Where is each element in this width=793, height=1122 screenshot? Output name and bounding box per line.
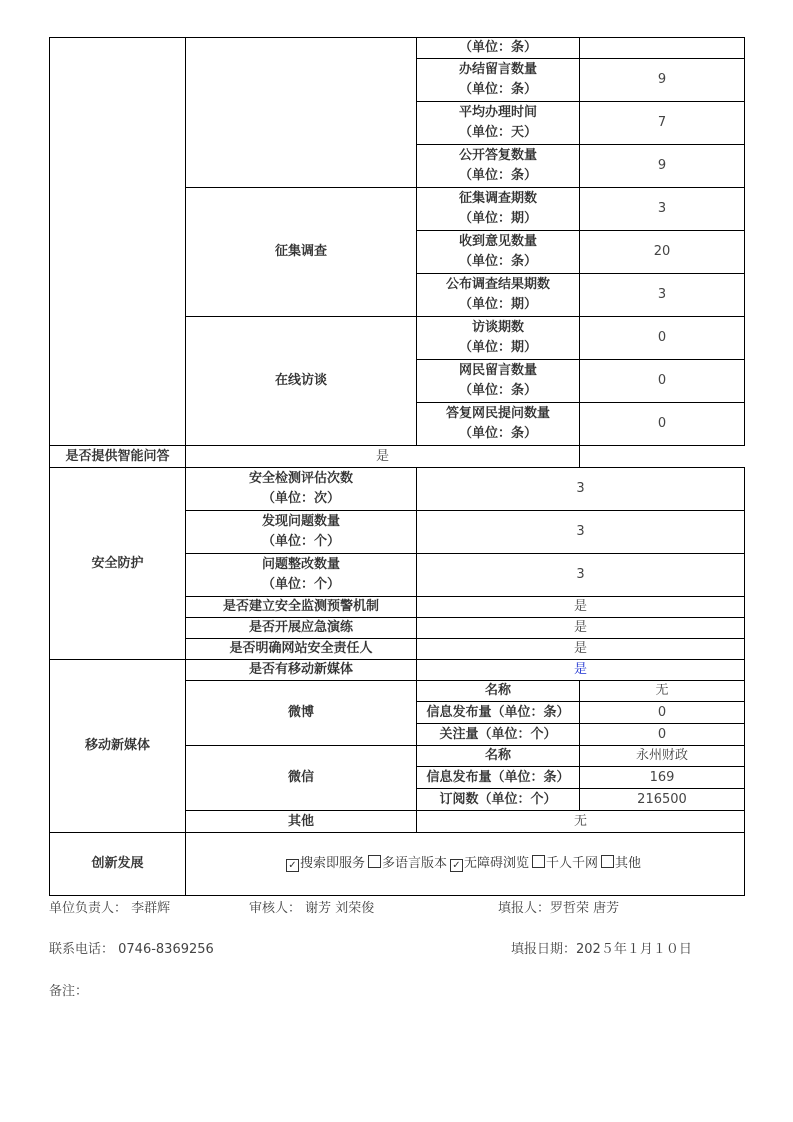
innovation-label: 创新发展 <box>50 833 186 896</box>
wechat-key: 名称 <box>417 746 580 767</box>
innovation-option[interactable] <box>601 856 641 871</box>
weibo-key: 信息发布量（单位：条） <box>417 702 580 724</box>
checkbox-unchecked-icon[interactable] <box>532 855 545 868</box>
item-label: 网民留言数量 （单位：条） <box>417 360 580 403</box>
item-label: 是否建立安全监测预警机制 <box>186 597 417 618</box>
innovation-option-label: 其他 <box>615 856 642 871</box>
innovation-option[interactable] <box>286 856 365 871</box>
smart-qa-label: 是否提供智能问答 <box>50 446 186 468</box>
innovation-option[interactable] <box>368 856 447 871</box>
item-value: 是 <box>417 618 745 639</box>
item-value: 9 <box>580 59 745 102</box>
footer-date: 填报日期：202５年１月１０日 <box>511 942 692 957</box>
mobile-has-value: 是 <box>417 660 745 681</box>
item-label: 公布调查结果期数 （单位：期） <box>417 274 580 317</box>
item-value: 是 <box>417 639 745 660</box>
item-value: 3 <box>417 554 745 597</box>
wechat-value: 永州财政 <box>580 746 745 767</box>
item-value: 3 <box>417 511 745 554</box>
weibo-value: 无 <box>580 681 745 702</box>
innovation-option-label: 多语言版本 <box>381 856 447 871</box>
mobile-other-value: 无 <box>417 811 745 833</box>
item-value: 3 <box>580 274 745 317</box>
weibo-label: 微博 <box>186 681 417 746</box>
interview-label: 在线访谈 <box>186 317 417 446</box>
item-label: 平均办理时间 （单位：天） <box>417 102 580 145</box>
item-value: 3 <box>580 188 745 231</box>
mobile-label: 移动新媒体 <box>50 660 186 833</box>
item-label: 问题整改数量 （单位：个） <box>186 554 417 597</box>
item-value: 0 <box>580 403 745 446</box>
weibo-value: 0 <box>580 702 745 724</box>
item-label: （单位：条） <box>417 38 580 59</box>
checkbox-checked-icon[interactable]: ✓ <box>450 859 463 872</box>
checkbox-unchecked-icon[interactable] <box>601 855 614 868</box>
innovation-option-label: 千人千网 <box>546 856 599 871</box>
report-table <box>49 37 745 896</box>
wechat-key: 信息发布量（单位：条） <box>417 767 580 789</box>
innovation-option[interactable] <box>450 856 529 871</box>
checkbox-checked-icon[interactable]: ✓ <box>286 859 299 872</box>
item-value: 7 <box>580 102 745 145</box>
footer-reviewer: 审核人： 谢芳 刘荣俊 <box>249 901 375 916</box>
footer-phone: 联系电话： 0746-8369256 <box>49 942 214 957</box>
item-label: 答复网民提问数量 （单位：条） <box>417 403 580 446</box>
item-label: 征集调查期数 （单位：期） <box>417 188 580 231</box>
innovation-option-label: 搜索即服务 <box>299 856 365 871</box>
weibo-value: 0 <box>580 724 745 746</box>
wechat-value: 216500 <box>580 789 745 811</box>
smart-qa-value: 是 <box>186 446 580 468</box>
item-label: 办结留言数量 （单位：条） <box>417 59 580 102</box>
subcategory-cell-continued <box>186 38 417 188</box>
item-value: 0 <box>580 360 745 403</box>
footer-note: 备注： <box>49 984 89 999</box>
survey-label: 征集调查 <box>186 188 417 317</box>
wechat-label: 微信 <box>186 746 417 811</box>
innovation-options <box>186 833 745 896</box>
item-label: 是否明确网站安全责任人 <box>186 639 417 660</box>
item-value: 9 <box>580 145 745 188</box>
security-label: 安全防护 <box>50 468 186 660</box>
item-value: 20 <box>580 231 745 274</box>
category-cell-continued <box>50 38 186 446</box>
weibo-key: 关注量（单位：个） <box>417 724 580 746</box>
item-value: 0 <box>580 317 745 360</box>
item-label: 是否开展应急演练 <box>186 618 417 639</box>
mobile-other-label: 其他 <box>186 811 417 833</box>
mobile-has-label: 是否有移动新媒体 <box>186 660 417 681</box>
item-label: 公开答复数量 （单位：条） <box>417 145 580 188</box>
innovation-option-label: 无障碍浏览 <box>463 856 529 871</box>
wechat-key: 订阅数（单位：个） <box>417 789 580 811</box>
wechat-value: 169 <box>580 767 745 789</box>
item-label: 访谈期数 （单位：期） <box>417 317 580 360</box>
item-label: 收到意见数量 （单位：条） <box>417 231 580 274</box>
item-value <box>580 38 745 59</box>
item-value: 是 <box>417 597 745 618</box>
item-value: 3 <box>417 468 745 511</box>
checkbox-unchecked-icon[interactable] <box>368 855 381 868</box>
footer-leader: 单位负责人： 李群辉 <box>49 901 171 916</box>
innovation-option[interactable] <box>532 856 598 871</box>
footer-filler: 填报人：罗哲荣 唐芳 <box>498 901 620 916</box>
item-label: 安全检测评估次数 （单位：次） <box>186 468 417 511</box>
item-label: 发现问题数量 （单位：个） <box>186 511 417 554</box>
weibo-key: 名称 <box>417 681 580 702</box>
